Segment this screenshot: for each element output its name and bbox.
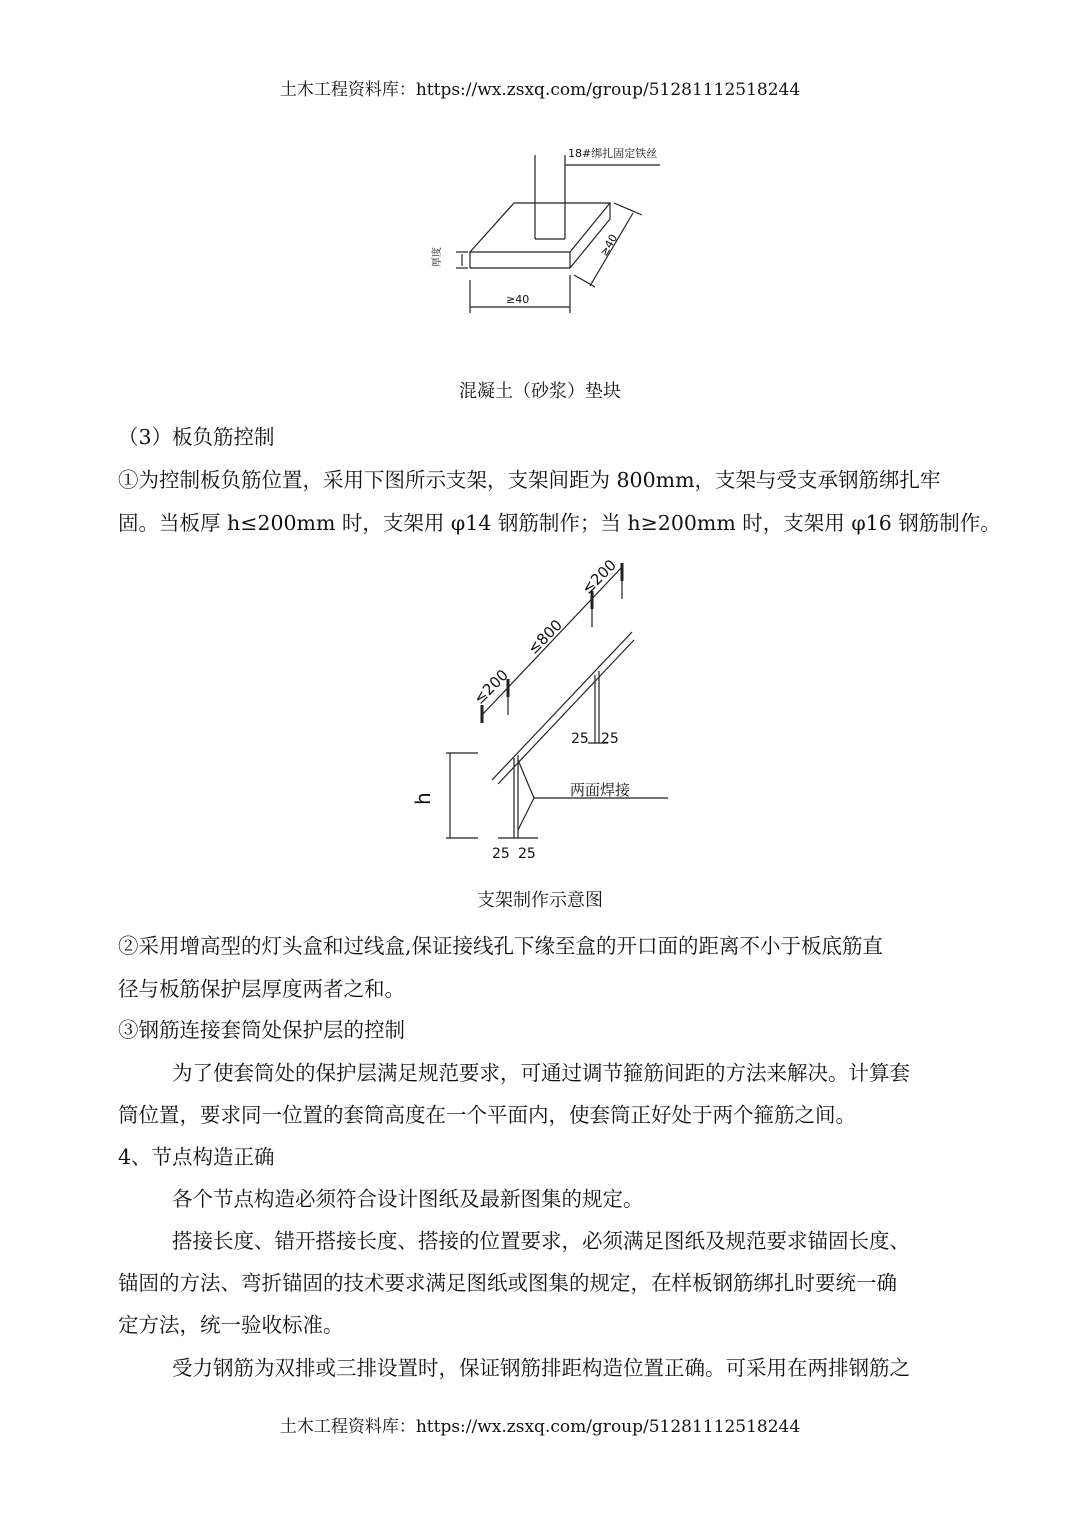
dim-25-left-b: 25 — [518, 846, 536, 862]
dim-left-label: ≤200 — [470, 665, 512, 708]
para6-line1: 受力钢筋为双排或三排设置时，保证钢筋排距构造位置正确。可采用在两排钢筋之 — [172, 1356, 910, 1380]
spacer-block-figure — [420, 135, 680, 325]
para3-line1: 为了使套筒处的保护层满足规范要求，可通过调节箍筋间距的方法来解决。计算套 — [172, 1061, 910, 1085]
weld-label: 两面焊接 — [570, 781, 631, 799]
thickness-label: 厚度 — [432, 247, 443, 267]
width-dim-label: ≥40 — [506, 293, 530, 306]
dim-25-right-a: 25 — [571, 731, 589, 747]
h-label: h — [411, 792, 435, 805]
para4-line1: 各个节点构造必须符合设计图纸及最新图集的规定。 — [172, 1187, 644, 1211]
dim-25-left-a: 25 — [492, 846, 510, 862]
para5-line3: 定方法，统一验收标准。 — [118, 1313, 344, 1337]
para3-line2: 筒位置，要求同一位置的套筒高度在一个平面内，使套筒正好处于两个箍筋之间。 — [118, 1103, 856, 1127]
dim-right-label: ≤200 — [578, 555, 620, 598]
para2-line1: ②采用增高型的灯头盒和过线盒,保证接线孔下缘至盒的开口面的距离不小于板底筋直 — [118, 934, 884, 958]
para1-line1: ①为控制板负筋位置，采用下图所示支架，支架间距为 800mm，支架与受支承钢筋绑扎牢 — [118, 468, 941, 492]
dim-25-right-b: 25 — [601, 731, 619, 747]
para5-line1: 搭接长度、错开搭接长度、搭接的位置要求，必须满足图纸及规范要求锚固长度、 — [172, 1229, 910, 1253]
bracket-figure — [410, 555, 690, 865]
para2-line2: 径与板筋保护层厚度两者之和。 — [118, 977, 405, 1001]
section3-heading: （3）板负筋控制 — [118, 425, 275, 449]
figure1-caption: 混凝土（砂浆）垫块 — [459, 381, 621, 402]
para3-heading: ③钢筋连接套筒处保护层的控制 — [118, 1018, 405, 1042]
para1-line2: 固。当板厚 h≤200mm 时，支架用 φ14 钢筋制作；当 h≥200mm 时，支架用 φ16 钢筋制作。 — [118, 511, 1001, 535]
wire-label: 18#绑扎固定铁丝 — [568, 147, 658, 160]
figure2-caption: 支架制作示意图 — [477, 890, 603, 911]
section4-heading: 4、节点构造正确 — [118, 1145, 275, 1169]
para5-line2: 锚固的方法、弯折锚固的技术要求满足图纸或图集的规定，在样板钢筋绑扎时要统一确 — [118, 1271, 897, 1295]
depth-dim-label: ≥40 — [597, 231, 621, 259]
page-header: 土木工程资料库：https://wx.zsxq.com/group/51281112518244 — [279, 80, 801, 100]
dim-mid-label: ≤800 — [524, 615, 566, 658]
page-footer: 土木工程资料库：https://wx.zsxq.com/group/51281112518244 — [279, 1417, 801, 1437]
